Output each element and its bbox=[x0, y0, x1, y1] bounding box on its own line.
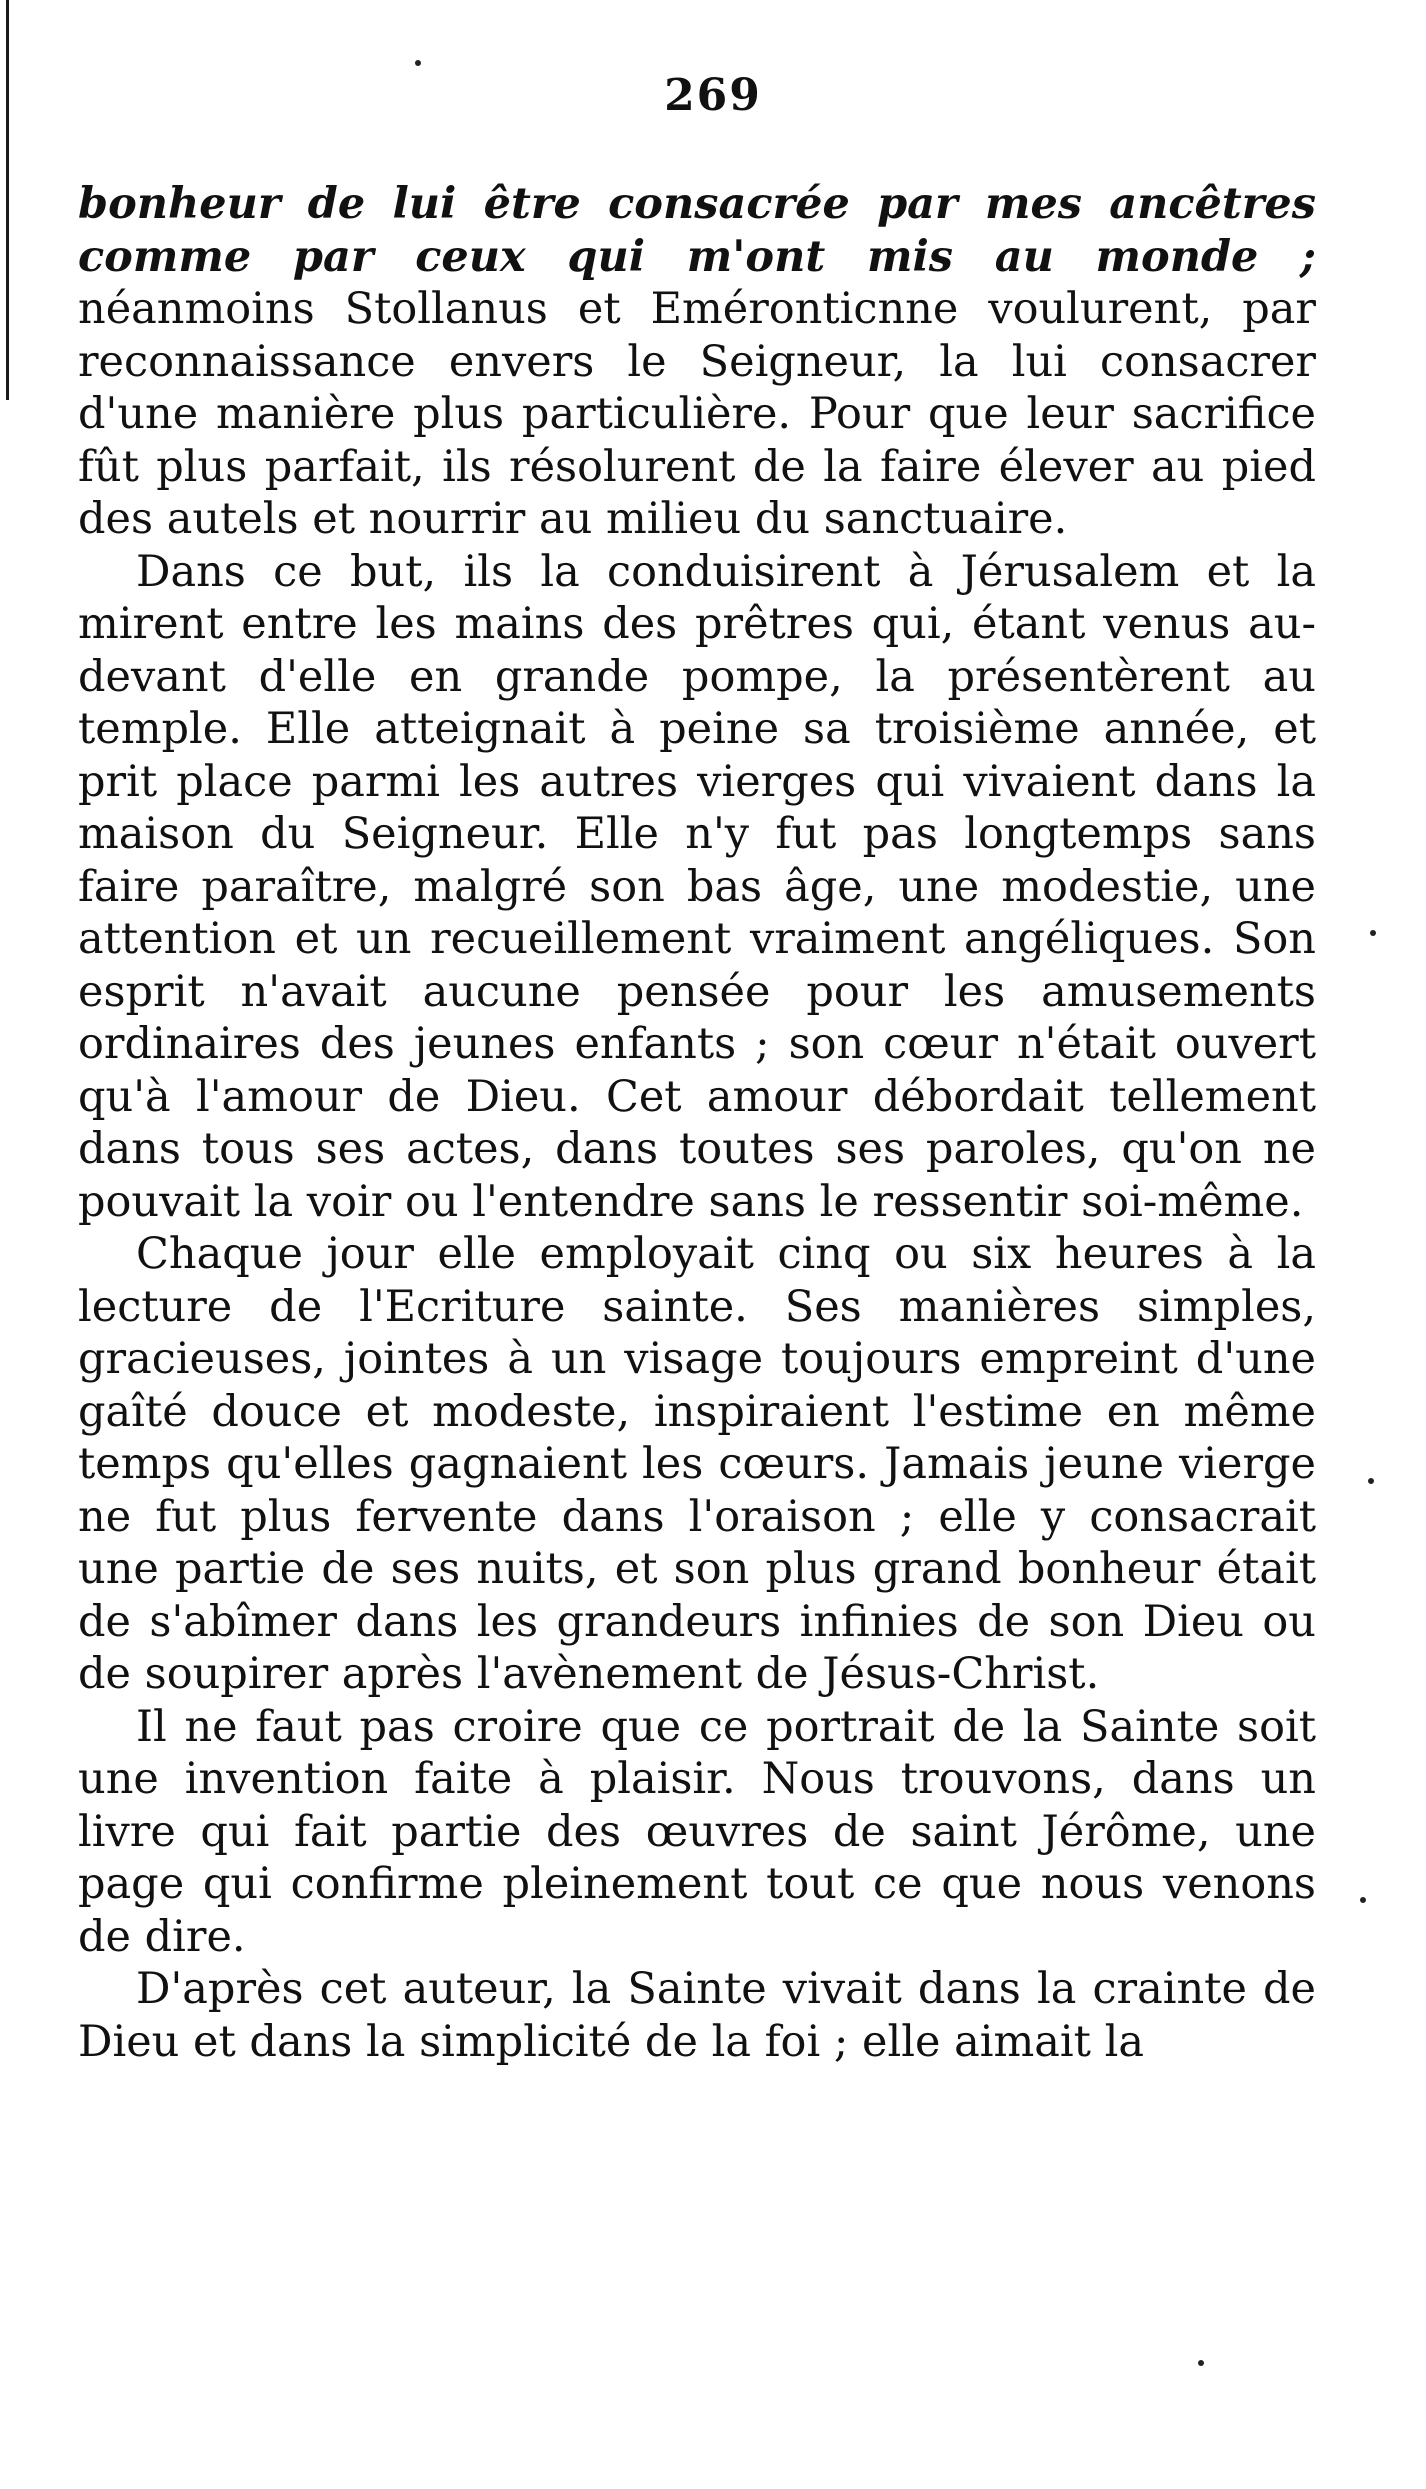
paragraph-1 bbox=[78, 178, 1316, 546]
print-speck bbox=[415, 60, 421, 66]
paragraph-3: Chaque jour elle employait cinq ou six heures à la lecture de l'Ecriture sainte. Ses manières simples, gracieuses, jointes à un visage toujours empreint d'une gaîté douce et modeste, inspiraient l'estime en même temps qu'elles gagnaient les cœurs. Jamais jeune vierge ne fut plus fervente dans l'oraison ; elle y consacrait une partie de ses nuits, et son plus grand bonheur était de s'abîmer dans les grandeurs infinies de son Dieu ou de soupirer après l'avènement de Jésus-Christ. bbox=[78, 1229, 1316, 1699]
body-text bbox=[78, 178, 1316, 2068]
paragraph-1-text: néanmoins Stollanus et Eméronticnne voulurent, par reconnaissance envers le Seigneur, la lui consacrer d'une manière plus particulière. Pour que leur sacrifice fût plus parfait, ils résolurent de la faire élever au pied des autels et nourrir au milieu du sanctuaire. bbox=[78, 284, 1316, 544]
paragraph-1-italic-lead: bonheur de lui être consacrée par mes ancêtres comme par ceux qui m'ont mis au monde ; bbox=[78, 179, 1316, 282]
paragraph-4: Il ne faut pas croire que ce portrait de la Sainte soit une invention faite à plaisir. Nous trouvons, dans un livre qui fait partie des œuvres de saint Jérôme, une page qui confirme pleinement tout ce que nous venons de dire. bbox=[78, 1701, 1316, 1962]
print-speck bbox=[1370, 930, 1376, 936]
paragraph-2: Dans ce but, ils la conduisirent à Jérusalem et la mirent entre les mains des prêtres qui, étant venus au-devant d'elle en grande pompe, la présentèrent au temple. Elle atteignait à peine sa troisième année, et prit place parmi les autres vierges qui vivaient dans la maison du Seigneur. Elle n'y fut pas longtemps sans faire paraître, malgré son bas âge, une modestie, une attention et un recueillement vraiment angéliques. Son esprit n'avait aucune pensée pour les amusements ordinaires des jeunes enfants ; son cœur n'était ouvert qu'à l'amour de Dieu. Cet amour débordait tellement dans tous ses actes, dans toutes ses paroles, qu'on ne pouvait la voir ou l'entendre sans le ressentir soi-même. bbox=[78, 546, 1316, 1227]
print-speck bbox=[1198, 2360, 1204, 2366]
page-edge-rule bbox=[6, 0, 9, 400]
page-number: 269 bbox=[664, 70, 762, 121]
print-speck bbox=[1360, 1897, 1366, 1903]
paragraph-5: D'après cet auteur, la Sainte vivait dans la crainte de Dieu et dans la simplicité de la foi ; elle aimait la bbox=[78, 1964, 1316, 2067]
print-speck bbox=[1368, 1478, 1374, 1484]
